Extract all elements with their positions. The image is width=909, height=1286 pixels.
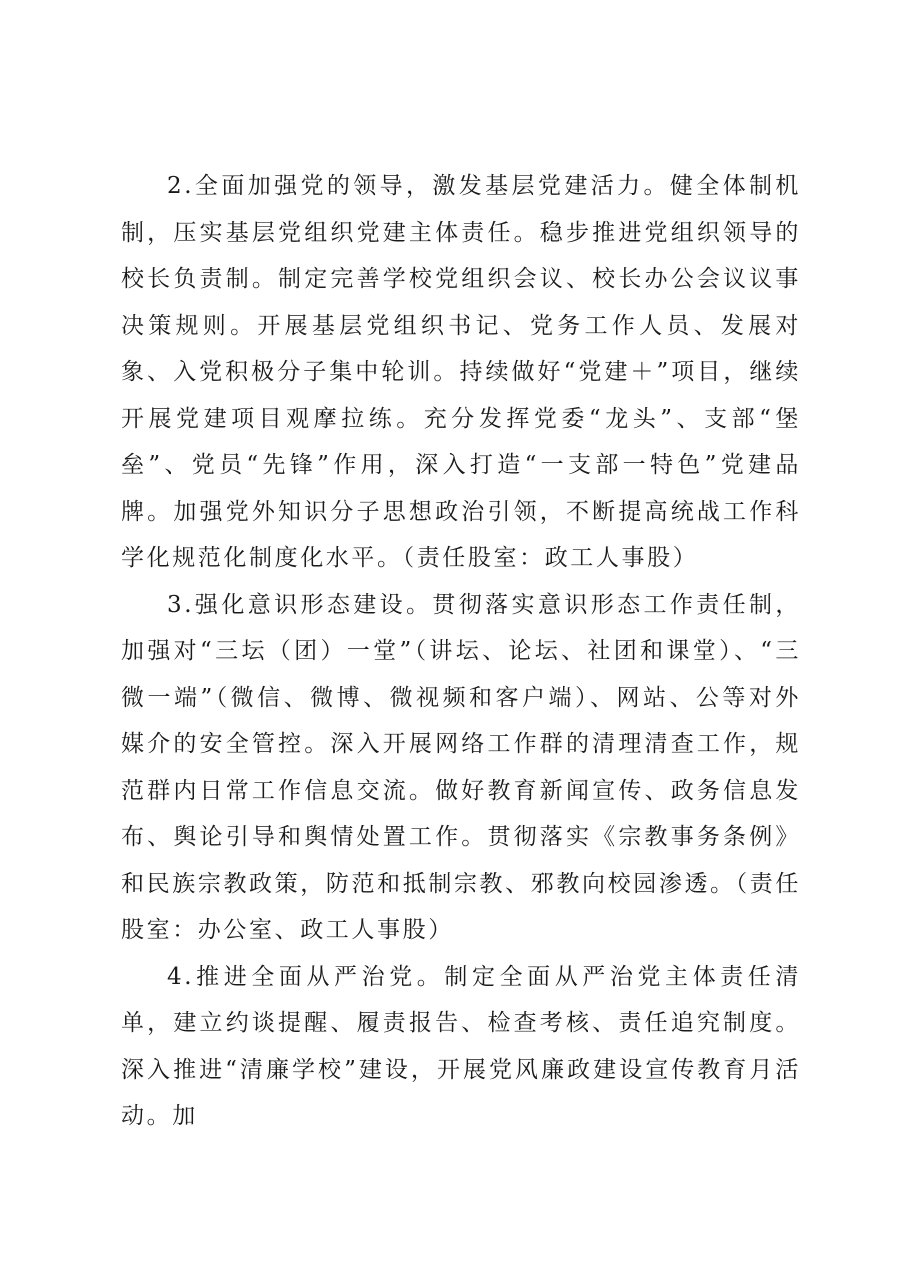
paragraph-party-leadership: 2.全面加强党的领导，激发基层党建活力。健全体制机制，压实基层党组织党建主体责任。稳步推进党组织领导的校长负责制。制定完善学校党组织会议、校长办公会议议事决策规则。开展基层党组织书记、党务工作人员、发展对象、入党积极分子集中轮训。持续做好“党建＋”项目，继续开展党建项目观摩拉练。充分发挥党委“龙头”、支部“堡垒”、党员“先锋”作用，深入打造“一支部一特色”党建品牌。加强党外知识分子思想政治引领，不断提高统战工作科学化规范化制度化水平。（责任股室：政工人事股） xyxy=(121,173,801,571)
document-body xyxy=(121,163,801,1140)
paragraph-ideology-construction: 3.强化意识形态建设。贯彻落实意识形态工作责任制，加强对“三坛（团）一堂”（讲坛、论坛、社团和课堂）、“三微一端”（微信、微博、微视频和客户端）、网站、公等对外媒介的安全管控。深入开展网络工作群的清理清查工作，规范群内日常工作信息交流。做好教育新闻宣传、政务信息发布、舆论引导和舆情处置工作。贯彻落实《宗教事务条例》和民族宗教政策，防范和抵制宗教、邪教向校园渗透。（责任股室：办公室、政工人事股） xyxy=(121,591,801,943)
paragraph-strict-governance: 4.推进全面从严治党。制定全面从严治党主体责任清单，建立约谈提醒、履责报告、检查考核、责任追究制度。深入推进“清廉学校”建设，开展党风廉政建设宣传教育月活动。加 xyxy=(121,963,801,1129)
